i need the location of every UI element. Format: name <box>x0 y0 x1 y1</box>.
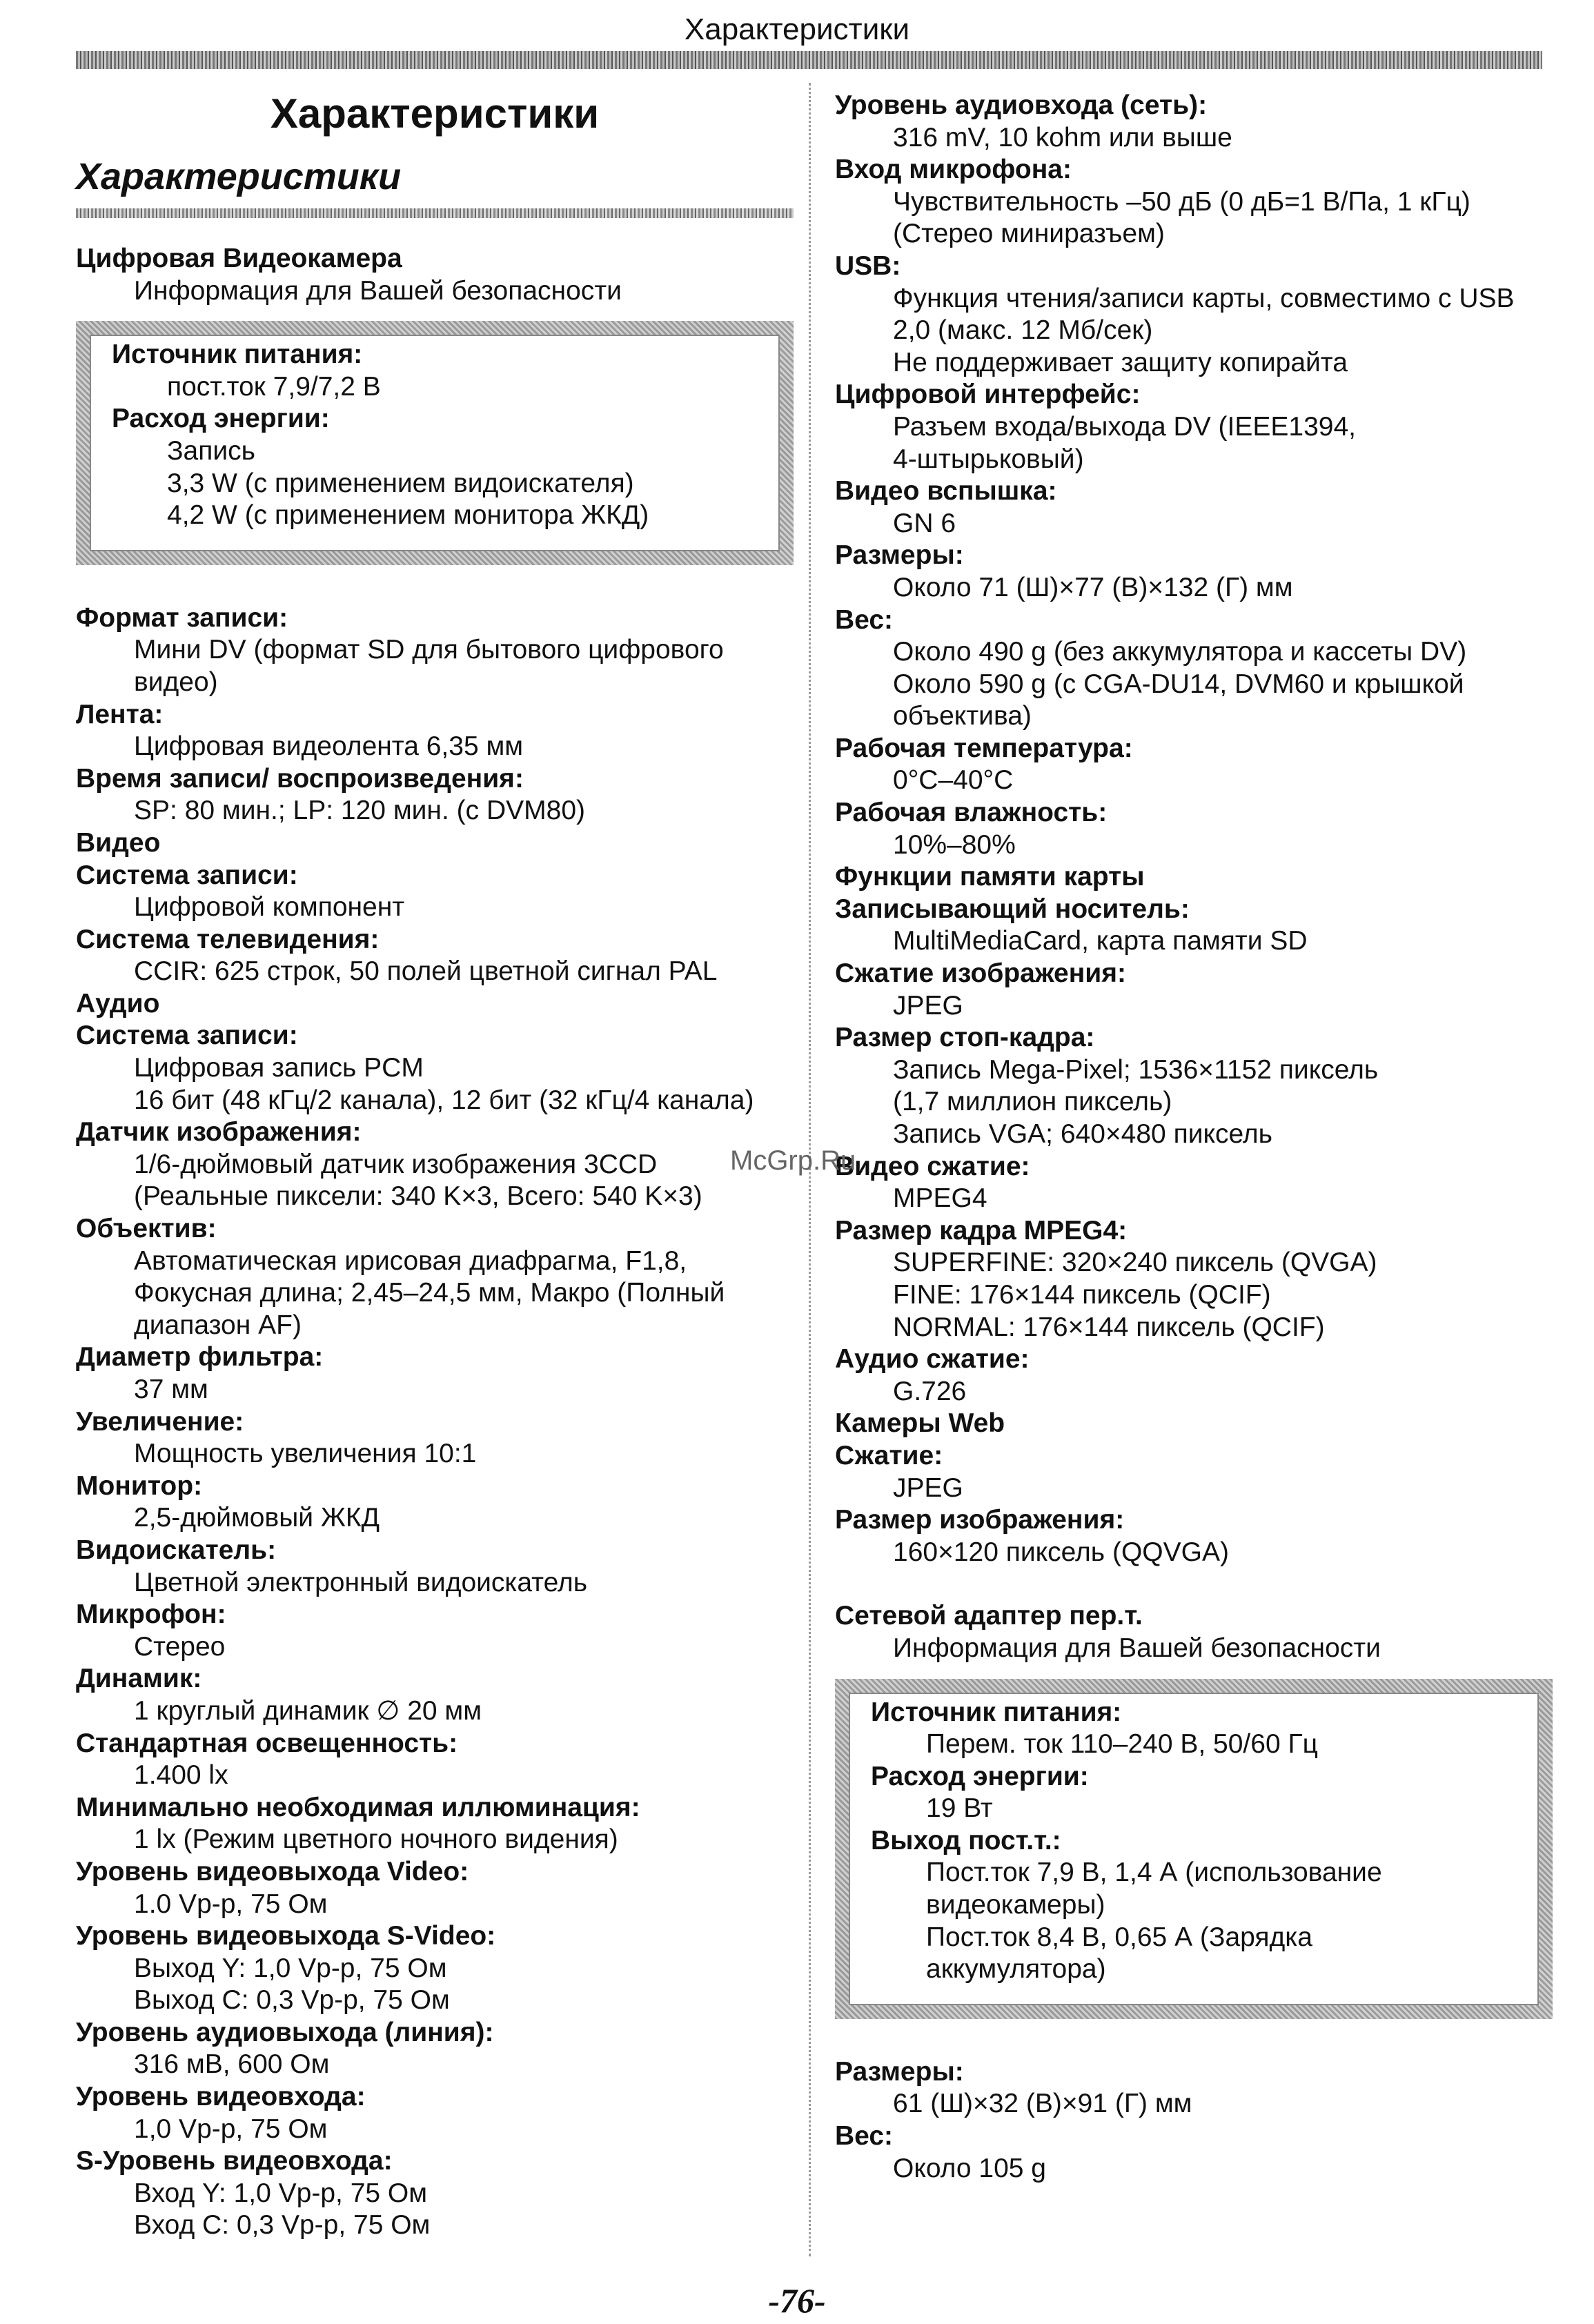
spec-value: Около 71 (Ш)×77 (В)×132 (Г) мм <box>893 572 1293 602</box>
spec-value: GN 6 <box>893 508 956 538</box>
spec-label: Стандартная освещенность: <box>76 1728 458 1758</box>
page-number: -76- <box>768 2281 826 2320</box>
spec-value: 10%–80% <box>893 829 1016 860</box>
spec-label: Размер изображения: <box>835 1505 1125 1535</box>
spec-label: Сжатие изображения: <box>835 958 1126 989</box>
spec-label: Время записи/ воспроизведения: <box>76 763 524 794</box>
spec-item <box>835 475 1553 540</box>
spec-value: 4-штырьковый) <box>893 444 1084 474</box>
spec-item <box>76 860 794 924</box>
spec-value: (Реальные пиксели: 340 K×3, Всего: 540 K×3) <box>134 1181 702 1212</box>
spec-value: Запись VGA; 640×480 пиксель <box>893 1119 1272 1149</box>
adapter-output-line: аккумулятора) <box>926 1954 1106 1985</box>
spec-value: 1.0 Vp-p, 75 Ом <box>134 1889 328 1919</box>
spec-item <box>835 2056 1553 2120</box>
power-consumption-line: 4,2 W (с применением монитора ЖКД) <box>167 500 649 531</box>
spec-item <box>76 1663 794 1727</box>
spec-value: FINE: 176×144 пиксель (QCIF) <box>893 1279 1271 1310</box>
adapter-output-line: Пост.ток 7,9 В, 1,4 А (использование <box>926 1858 1382 1888</box>
spec-value: 0°C–40°C <box>893 765 1014 796</box>
spec-item <box>835 1440 1553 1504</box>
adapter-safety-note: Информация для Вашей безопасности <box>893 1633 1381 1663</box>
spec-value: Вход C: 0,3 Vp-p, 75 Ом <box>134 2210 431 2241</box>
spec-value: MultiMediaCard, карта памяти SD <box>893 926 1308 956</box>
spec-item <box>835 894 1553 958</box>
spec-item <box>835 1151 1553 1215</box>
spec-label: Функции памяти карты <box>835 862 1145 892</box>
spec-label: Рабочая влажность: <box>835 798 1108 828</box>
spec-label: S-Уровень видеовхода: <box>76 2146 393 2176</box>
adapter-heading-block <box>835 1600 1553 1664</box>
adapter-output-label: Выход пост.т.: <box>871 1825 1061 1855</box>
spec-value: NORMAL: 176×144 пиксель (QCIF) <box>893 1312 1325 1342</box>
spec-label: Размер кадра MPEG4: <box>835 1215 1128 1245</box>
spec-label: Видоискатель: <box>76 1535 277 1565</box>
spec-item <box>76 1920 794 2017</box>
adapter-heading: Сетевой адаптер пер.т. <box>835 1601 1143 1631</box>
spec-label: Объектив: <box>76 1214 217 1244</box>
adapter-source-label: Источник питания: <box>871 1697 1122 1727</box>
adapter-output-line: видеокамеры) <box>926 1890 1105 1920</box>
spec-label: Рабочая температура: <box>835 733 1133 763</box>
spec-value: 316 mV, 10 kohm или выше <box>893 122 1232 152</box>
spec-value: Цифровой компонент <box>134 892 405 923</box>
spec-value: 160×120 пиксель (QQVGA) <box>893 1537 1229 1567</box>
spec-item <box>76 1856 794 1920</box>
spec-value: Фокусная длина; 2,45–24,5 мм, Макро (Полный <box>134 1278 725 1308</box>
spec-value: 2,0 (макс. 12 Мб/сек) <box>893 315 1153 346</box>
spec-item <box>76 1020 794 1116</box>
spec-label: Аудио сжатие: <box>835 1344 1030 1375</box>
adapter-source-value: Перем. ток 110–240 В, 50/60 Гц <box>926 1729 1318 1760</box>
spec-value: JPEG <box>893 1473 963 1503</box>
spec-value: видео) <box>134 667 218 697</box>
spec-value: MPEG4 <box>893 1183 987 1214</box>
spec-value: Выход C: 0,3 Vp-p, 75 Ом <box>134 1985 450 2016</box>
spec-label: Вес: <box>835 604 894 635</box>
header-rule <box>76 51 1542 69</box>
spec-value: SUPERFINE: 320×240 пиксель (QVGA) <box>893 1248 1377 1278</box>
spec-value: Около 490 g (без аккумулятора и кассеты DV) <box>893 637 1467 667</box>
adapter-output-line: Пост.ток 8,4 В, 0,65 А (Зарядка <box>926 1922 1312 1952</box>
spec-item <box>76 827 794 860</box>
spec-value: (Стерео миниразъем) <box>893 219 1165 249</box>
right-spec-list-top <box>835 90 1553 1568</box>
spec-label: Видео вспышка: <box>835 476 1057 506</box>
spec-item <box>76 988 794 1021</box>
spec-item <box>835 250 1553 379</box>
spec-label: Вес: <box>835 2121 894 2151</box>
spec-item <box>835 1504 1553 1568</box>
spec-label: Датчик изображения: <box>76 1117 362 1148</box>
spec-item <box>835 379 1553 475</box>
spec-label: Увеличение: <box>76 1406 244 1437</box>
spec-value: Стерео <box>134 1631 226 1662</box>
spec-label: Диаметр фильтра: <box>76 1342 324 1372</box>
spec-item <box>76 2081 794 2145</box>
spec-value: Мощность увеличения 10:1 <box>134 1439 477 1469</box>
spec-label: Записывающий носитель: <box>835 894 1190 924</box>
spec-item <box>76 1341 794 1406</box>
right-column <box>835 90 1553 2185</box>
spec-value: Цифровая запись PCM <box>134 1053 424 1083</box>
spec-item <box>76 1470 794 1535</box>
spec-label: Лента: <box>76 699 164 729</box>
spec-value: Вход Y: 1,0 Vp-p, 75 Ом <box>134 2178 428 2208</box>
spec-value: 1 круглый динамик ∅ 20 мм <box>134 1695 482 1726</box>
spec-value: 37 мм <box>134 1375 208 1404</box>
spec-value: Около 590 g (с CGA-DU14, DVM60 и крышкой <box>893 669 1464 699</box>
spec-label: Система записи: <box>76 1021 298 1051</box>
spec-item <box>835 2120 1553 2185</box>
spec-label: Формат записи: <box>76 602 288 633</box>
spec-item <box>76 2145 794 2242</box>
spec-value: Не поддерживает защиту копирайта <box>893 347 1348 377</box>
spec-item <box>76 1728 794 1792</box>
spec-item <box>76 1535 794 1599</box>
spec-item <box>76 1599 794 1663</box>
spec-label: Аудио <box>76 988 160 1018</box>
spec-item <box>76 1213 794 1341</box>
right-spec-list-bottom <box>835 2056 1553 2185</box>
running-header: Характеристики <box>684 12 910 46</box>
spec-label: Размеры: <box>835 540 964 571</box>
spec-item <box>835 1022 1553 1150</box>
spec-value: Функция чтения/записи карты, совместимо с USB <box>893 283 1515 313</box>
section-rule <box>76 208 794 218</box>
spec-label: Система записи: <box>76 860 298 890</box>
spec-value: Выход Y: 1,0 Vp-p, 75 Ом <box>134 1953 447 1983</box>
spec-item <box>835 540 1553 604</box>
watermark: McGrp.Ru <box>730 1145 856 1176</box>
spec-label: Размеры: <box>835 2056 964 2087</box>
adapter-consumption-label: Расход энергии: <box>871 1761 1089 1791</box>
left-column <box>76 90 794 2242</box>
spec-label: Цифровой интерфейс: <box>835 380 1141 410</box>
spec-label: Динамик: <box>76 1664 202 1694</box>
spec-label: Видео сжатие: <box>835 1151 1030 1181</box>
spec-label: Камеры Web <box>835 1408 1005 1439</box>
camera-safety-note: Информация для Вашей безопасности <box>134 275 622 306</box>
spec-item <box>835 90 1553 154</box>
power-consumption-line: 3,3 W (с применением видоискателя) <box>167 468 634 498</box>
spec-value: JPEG <box>893 990 963 1021</box>
spec-value: объектива) <box>893 701 1032 731</box>
spec-item <box>835 958 1553 1022</box>
spec-item <box>76 1116 794 1213</box>
camera-power-box <box>76 321 794 565</box>
spec-label: Сжатие: <box>835 1440 943 1470</box>
spec-value: SP: 80 мин.; LP: 120 мин. (с DVM80) <box>134 796 585 826</box>
spec-item <box>835 604 1553 733</box>
spec-item <box>76 1792 794 1856</box>
spec-value: (1,7 миллион пиксель) <box>893 1087 1172 1117</box>
spec-label: Видео <box>76 827 161 858</box>
spec-value: 2,5-дюймовый ЖКД <box>134 1503 380 1533</box>
power-source-label: Источник питания: <box>112 339 363 370</box>
spec-label: Микрофон: <box>76 1599 226 1630</box>
spec-item <box>76 602 794 699</box>
spec-item <box>835 733 1553 797</box>
spec-value: CCIR: 625 строк, 50 полей цветной сигнал PAL <box>134 956 718 987</box>
spec-value: Мини DV (формат SD для бытового цифрового <box>134 635 724 665</box>
spec-value: 1 lx (Режим цветного ночного видения) <box>134 1824 618 1855</box>
spec-item <box>76 924 794 988</box>
spec-item <box>76 2017 794 2081</box>
spec-item <box>835 1343 1553 1408</box>
spec-value: 16 бит (48 кГц/2 канала), 12 бит (32 кГц/4 канала) <box>134 1085 754 1115</box>
adapter-power-box <box>835 1679 1553 2019</box>
spec-label: Уровень видеовхода: <box>76 2082 366 2112</box>
spec-item <box>835 797 1553 861</box>
spec-item <box>76 763 794 827</box>
spec-value: Цветной электронный видоискатель <box>134 1567 588 1597</box>
spec-label: Монитор: <box>76 1470 203 1501</box>
adapter-consumption-value: 19 Вт <box>926 1793 993 1824</box>
spec-label: Уровень аудиовхода (сеть): <box>835 90 1208 120</box>
power-consumption-label: Расход энергии: <box>112 404 330 434</box>
spec-value: 61 (Ш)×32 (В)×91 (Г) мм <box>893 2089 1192 2119</box>
spec-value: Около 105 g <box>893 2153 1046 2183</box>
page-title: Характеристики <box>270 90 600 137</box>
camera-heading: Цифровая Видеокамера <box>76 244 402 273</box>
spec-value: Разъем входа/выхода DV (IEEE1394, <box>893 411 1356 442</box>
spec-label: Уровень видеовыхода Video: <box>76 1856 469 1887</box>
spec-value: 1,0 Vp-p, 75 Ом <box>134 2114 328 2144</box>
camera-heading-block <box>76 243 794 307</box>
spec-value: диапазон AF) <box>134 1310 302 1340</box>
spec-item <box>76 1406 794 1470</box>
spec-value: G.726 <box>893 1376 967 1406</box>
spec-label: Вход микрофона: <box>835 155 1072 185</box>
spec-item <box>835 861 1553 894</box>
spec-value: Автоматическая ирисовая диафрагма, F1,8, <box>134 1245 687 1276</box>
spec-item <box>835 1215 1553 1343</box>
spec-value: Запись Mega-Pixel; 1536×1152 пиксель <box>893 1054 1379 1085</box>
power-consumption-line: Запись <box>167 435 255 466</box>
spec-value: 316 мВ, 600 Ом <box>134 2049 330 2080</box>
spec-value: Цифровая видеолента 6,35 мм <box>134 731 524 762</box>
spec-item <box>76 699 794 763</box>
spec-label: Размер стоп-кадра: <box>835 1023 1095 1053</box>
spec-label: Система телевидения: <box>76 924 380 954</box>
spec-value: 1.400 lx <box>134 1760 228 1791</box>
section-title: Характеристики <box>76 156 402 197</box>
power-source-value: пост.ток 7,9/7,2 В <box>167 371 381 402</box>
spec-label: Уровень видеовыхода S-Video: <box>76 1921 496 1951</box>
left-spec-list <box>76 602 794 2242</box>
spec-value: Чувствительность –50 дБ (0 дБ=1 В/Па, 1 кГц) <box>893 186 1470 217</box>
spec-item <box>835 1408 1553 1440</box>
spec-label: Уровень аудиовыхода (линия): <box>76 2017 494 2047</box>
spec-label: Минимально необходимая иллюминация: <box>76 1792 640 1822</box>
spec-item <box>835 154 1553 250</box>
spec-label: USB: <box>835 250 901 281</box>
spec-value: 1/6-дюймовый датчик изображения 3CCD <box>134 1149 658 1179</box>
